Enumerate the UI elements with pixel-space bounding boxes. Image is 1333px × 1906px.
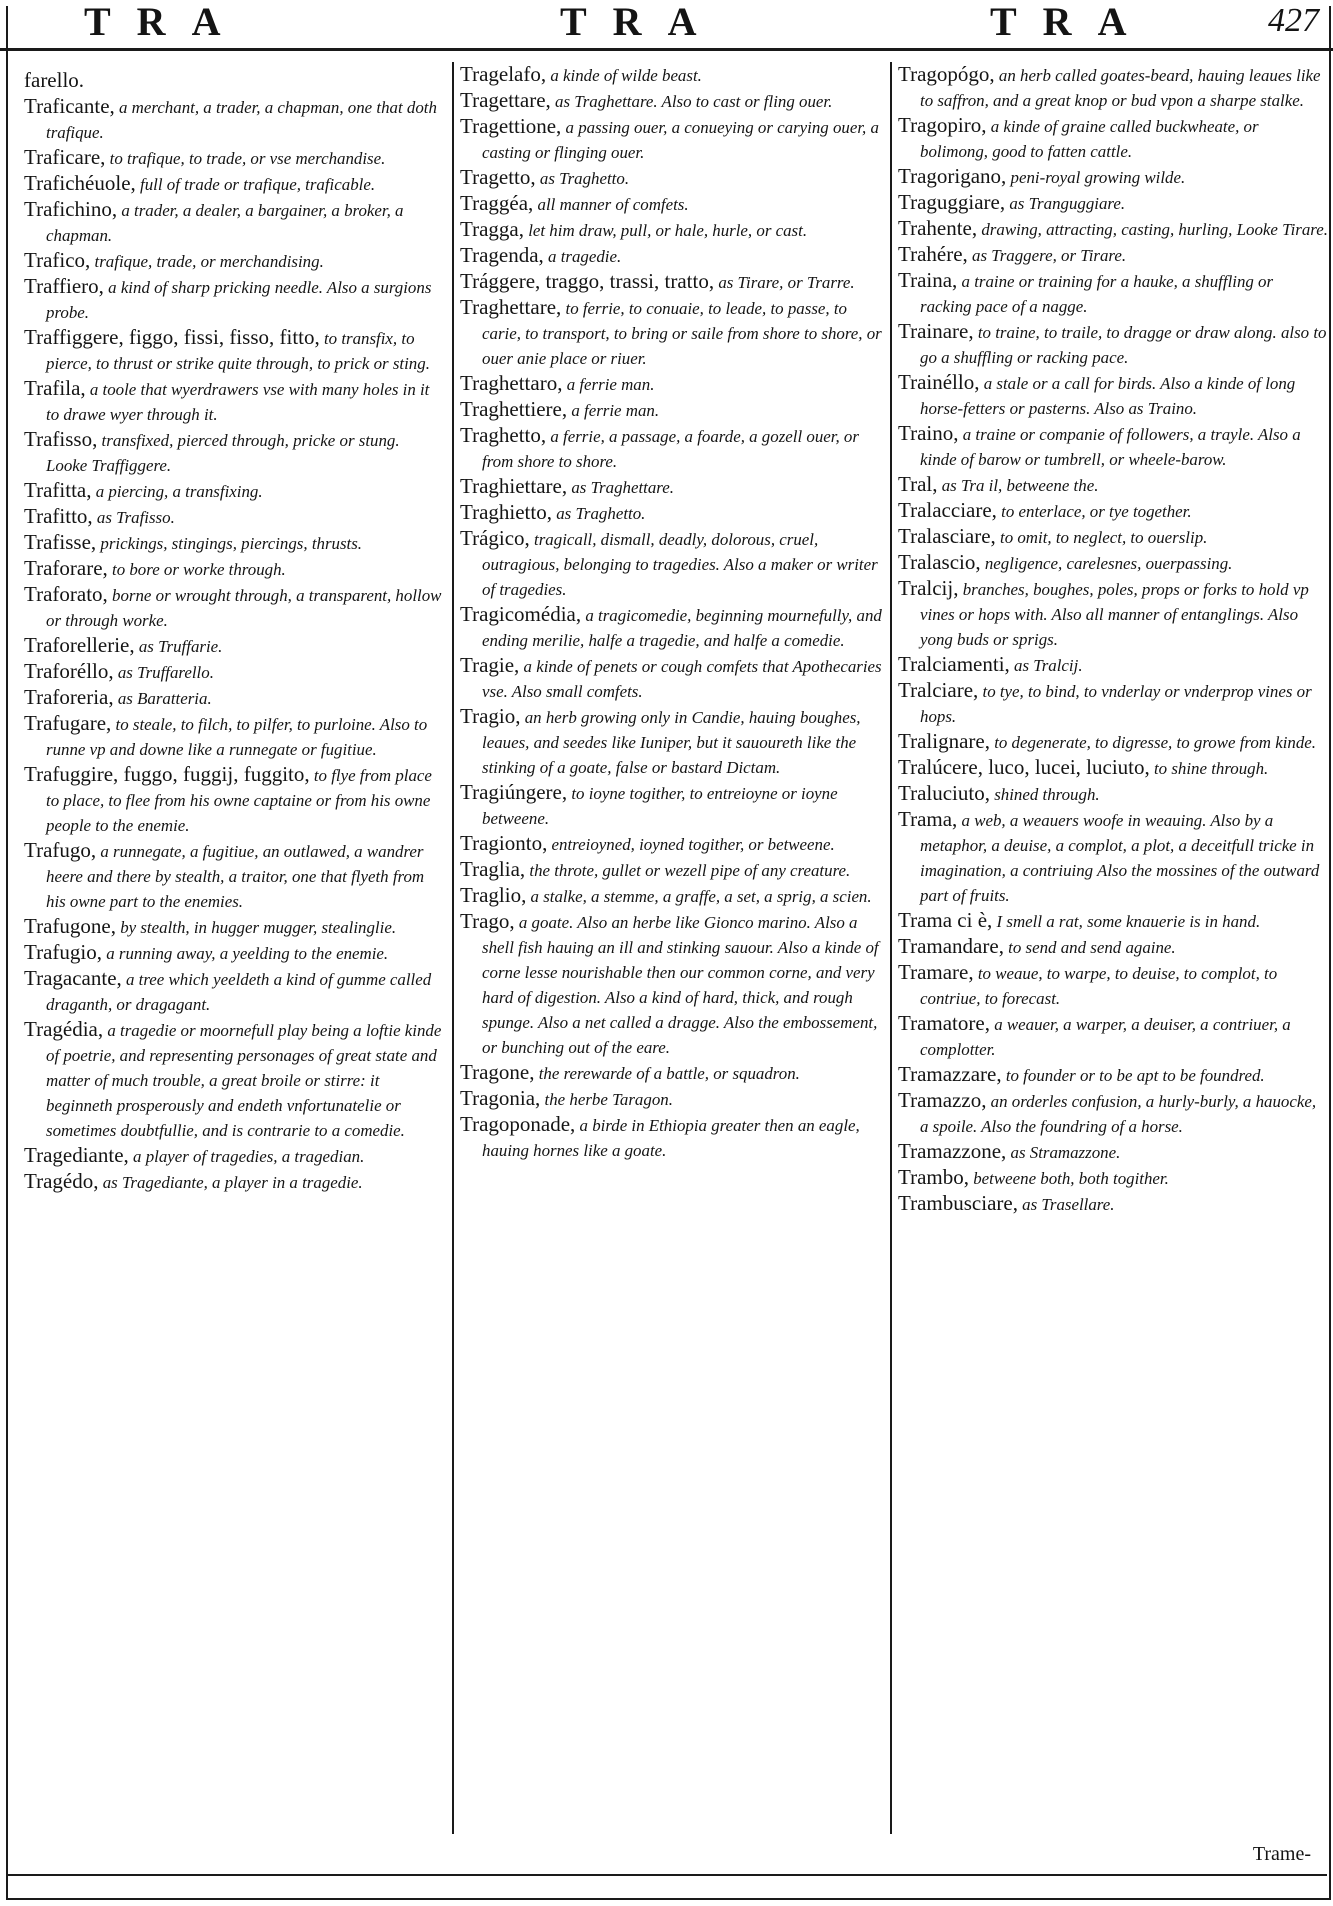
entry-definition: to trafique, to trade, or vse merchandise. bbox=[105, 149, 386, 168]
entry-definition: let him draw, pull, or hale, hurle, or cast. bbox=[523, 221, 808, 240]
dictionary-entry bbox=[898, 190, 1328, 216]
entry-definition: as Traghettare. Also to cast or fling ouer. bbox=[550, 92, 833, 111]
running-head-center: TRA bbox=[560, 0, 723, 44]
dictionary-entry bbox=[460, 602, 888, 653]
entry-headword: Traghietto, bbox=[460, 500, 552, 524]
entry-headword: Traluciuto, bbox=[898, 781, 990, 805]
entry-headword: Trahente, bbox=[898, 216, 978, 240]
entry-headword: Tragoponade, bbox=[460, 1112, 576, 1136]
entry-headword: Tramare, bbox=[898, 960, 974, 984]
entry-headword: Traino, bbox=[898, 421, 959, 445]
dictionary-entry bbox=[460, 1086, 888, 1112]
entry-headword: Tralacciare, bbox=[898, 498, 997, 522]
entry-definition: to tye, to bind, to vnderlay or vnderprop vines or hops. bbox=[920, 682, 1312, 726]
entry-headword: Trama ci è, bbox=[898, 908, 993, 932]
dictionary-entry bbox=[24, 248, 444, 274]
entry-headword: Traficare, bbox=[24, 145, 106, 169]
entry-headword: Tramatore, bbox=[898, 1011, 990, 1035]
entry-definition: a trader, a dealer, a bargainer, a broker, a chapman. bbox=[46, 201, 404, 245]
dictionary-entry bbox=[24, 914, 444, 940]
dictionary-entry bbox=[24, 68, 444, 94]
entry-headword: Tralciare, bbox=[898, 678, 979, 702]
entry-headword: Trafuggire, fuggo, fuggij, fuggito, bbox=[24, 762, 310, 786]
entry-headword: Tralignare, bbox=[898, 729, 990, 753]
dictionary-entry bbox=[460, 62, 888, 88]
entry-headword: Tragédia, bbox=[24, 1017, 104, 1041]
entry-headword: Traffiero, bbox=[24, 274, 104, 298]
entry-headword: Tragopiro, bbox=[898, 113, 987, 137]
entry-headword: Trággere, traggo, trassi, tratto, bbox=[460, 269, 715, 293]
entry-definition: to send and send againe. bbox=[1003, 938, 1176, 957]
entry-definition: a tragedie or moornefull play being a loftie kinde of poetrie, and representing personages of great state and matter of much trouble, a great broile or stirre: it beginneth prosperously and endeth vnfortunatelie or sometimes doubtfullie, and is contrarie to a comedie. bbox=[46, 1021, 442, 1140]
entry-definition: a traine or training for a hauke, a shuffling or racking pace of a nagge. bbox=[920, 272, 1274, 316]
entry-headword: Tragelafo, bbox=[460, 62, 547, 86]
dictionary-entry bbox=[898, 807, 1328, 908]
entry-definition: all manner of comfets. bbox=[533, 195, 689, 214]
dictionary-entry bbox=[898, 62, 1328, 113]
entry-headword: Traforellerie, bbox=[24, 633, 135, 657]
entry-headword: Tramandare, bbox=[898, 934, 1004, 958]
dictionary-entry bbox=[460, 526, 888, 602]
dictionary-entry bbox=[460, 269, 888, 295]
entry-definition: a player of tragedies, a tragedian. bbox=[128, 1147, 365, 1166]
dictionary-entry bbox=[460, 243, 888, 269]
dictionary-entry bbox=[24, 145, 444, 171]
dictionary-entry bbox=[24, 376, 444, 427]
entry-definition: by stealth, in hugger mugger, stealinglie. bbox=[115, 918, 397, 937]
entry-headword: Tragie, bbox=[460, 653, 520, 677]
entry-headword: Tralcij, bbox=[898, 576, 959, 600]
dictionary-entry bbox=[898, 755, 1328, 781]
entry-definition: a running away, a yeelding to the enemie. bbox=[101, 944, 389, 963]
dictionary-entry bbox=[898, 960, 1328, 1011]
dictionary-entry bbox=[898, 524, 1328, 550]
entry-definition: a traine or companie of followers, a trayle. Also a kinde of barow or tumbrell, or wheele-barow. bbox=[920, 425, 1301, 469]
entry-headword: Tramazzare, bbox=[898, 1062, 1002, 1086]
entry-definition: the rerewarde of a battle, or squadron. bbox=[534, 1064, 800, 1083]
entry-definition: a kinde of graine called buckwheate, or bolimong, good to fatten cattle. bbox=[920, 117, 1259, 161]
dictionary-entry bbox=[898, 550, 1328, 576]
entry-headword: Tramazzone, bbox=[898, 1139, 1007, 1163]
dictionary-entry bbox=[898, 421, 1328, 472]
column-right bbox=[890, 62, 1328, 1834]
dictionary-entry bbox=[898, 242, 1328, 268]
dictionary-entry bbox=[898, 729, 1328, 755]
entry-headword: Tragga, bbox=[460, 217, 524, 241]
dictionary-entry bbox=[898, 1088, 1328, 1139]
dictionary-entry bbox=[24, 1017, 444, 1143]
entry-headword: Traghettiere, bbox=[460, 397, 568, 421]
entry-definition: to omit, to neglect, to ouerslip. bbox=[995, 528, 1208, 547]
entry-headword: Traghetto, bbox=[460, 423, 547, 447]
entry-definition: shined through. bbox=[989, 785, 1100, 804]
entry-headword: Tragettare, bbox=[460, 88, 551, 112]
dictionary-entry bbox=[460, 191, 888, 217]
entry-headword: Tragionto, bbox=[460, 831, 548, 855]
catchword: Trame- bbox=[1252, 1843, 1311, 1865]
dictionary-entry bbox=[898, 781, 1328, 807]
entry-headword: Trambusciare, bbox=[898, 1191, 1018, 1215]
entry-definition: as Trafisso. bbox=[92, 508, 175, 527]
entry-headword: Traffiggere, figgo, fissi, fisso, fitto, bbox=[24, 325, 320, 349]
entry-headword: Trafitta, bbox=[24, 478, 92, 502]
dictionary-entry bbox=[898, 934, 1328, 960]
entry-headword: Tragio, bbox=[460, 704, 521, 728]
entry-definition: as Truffarie. bbox=[134, 637, 223, 656]
bottom-rule bbox=[6, 1874, 1327, 1876]
dictionary-entry bbox=[460, 500, 888, 526]
entry-definition: full of trade or trafique, traficable. bbox=[135, 175, 376, 194]
entry-definition: an orderles confusion, a hurly-burly, a hauocke, a spoile. Also the foundring of a horse. bbox=[920, 1092, 1317, 1136]
entry-headword: Tragettione, bbox=[460, 114, 562, 138]
dictionary-entry bbox=[24, 582, 444, 633]
entry-definition: a passing ouer, a conueying or carying ouer, a casting or flinging ouer. bbox=[482, 118, 879, 162]
dictionary-entry bbox=[898, 1165, 1328, 1191]
entry-headword: Trahére, bbox=[898, 242, 968, 266]
entry-definition: to ioyne togither, to entreioyne or ioyne betweene. bbox=[482, 784, 838, 828]
dictionary-entry bbox=[24, 633, 444, 659]
entry-definition: a stalke, a stemme, a graffe, a set, a sprig, a scien. bbox=[526, 887, 872, 906]
dictionary-entry bbox=[24, 171, 444, 197]
entry-headword: Trágico, bbox=[460, 526, 530, 550]
entry-definition: prickings, stingings, piercings, thrusts. bbox=[96, 534, 363, 553]
entry-definition: to bore or worke through. bbox=[107, 560, 286, 579]
entry-headword: Trafila, bbox=[24, 376, 86, 400]
entry-definition: as Traghetto. bbox=[535, 169, 630, 188]
entry-headword: farello. bbox=[24, 68, 85, 92]
entry-definition: borne or wrought through, a transparent, hollow or through worke. bbox=[46, 586, 442, 630]
column-middle bbox=[452, 62, 888, 1834]
entry-headword: Tragacante, bbox=[24, 966, 122, 990]
entry-definition: as Traggere, or Tirare. bbox=[967, 246, 1127, 265]
dictionary-entry bbox=[24, 427, 444, 478]
dictionary-entry bbox=[898, 319, 1328, 370]
entry-definition: transfixed, pierced through, pricke or stung. Looke Traffiggere. bbox=[46, 431, 400, 475]
entry-definition: as Trasellare. bbox=[1017, 1195, 1115, 1214]
dictionary-entry bbox=[24, 685, 444, 711]
entry-definition: a kinde of wilde beast. bbox=[546, 66, 702, 85]
dictionary-entry bbox=[460, 883, 888, 909]
entry-headword: Trafugone, bbox=[24, 914, 116, 938]
entry-definition: the throte, gullet or wezell pipe of any creature. bbox=[525, 861, 851, 880]
entry-headword: Tragédo, bbox=[24, 1169, 99, 1193]
entry-headword: Tralasciare, bbox=[898, 524, 996, 548]
entry-definition: as Stramazzone. bbox=[1006, 1143, 1121, 1162]
entry-headword: Trafugare, bbox=[24, 711, 112, 735]
entry-definition: as Tralcij. bbox=[1009, 656, 1083, 675]
dictionary-entry bbox=[24, 940, 444, 966]
dictionary-entry bbox=[460, 831, 888, 857]
entry-definition: to flye from place to place, to flee from his owne captaine or from his owne people to the enemie. bbox=[46, 766, 432, 835]
dictionary-entry bbox=[460, 88, 888, 114]
dictionary-entry bbox=[898, 1011, 1328, 1062]
dictionary-entry bbox=[24, 530, 444, 556]
entry-headword: Traina, bbox=[898, 268, 958, 292]
entry-headword: Traghettaro, bbox=[460, 371, 563, 395]
dictionary-entry bbox=[24, 1169, 444, 1195]
entry-headword: Trama, bbox=[898, 807, 958, 831]
dictionary-entry bbox=[460, 780, 888, 831]
dictionary-entry bbox=[460, 397, 888, 423]
dictionary-entry bbox=[898, 652, 1328, 678]
page-number: 427 bbox=[1268, 2, 1319, 39]
entry-definition: as Traghetto. bbox=[551, 504, 646, 523]
dictionary-entry bbox=[24, 556, 444, 582]
entry-definition: an herb growing only in Candie, hauing boughes, leaues, and seedes like Iuniper, but it sauoureth like the stinking of a goate, false or bastard Dictam. bbox=[482, 708, 861, 777]
entry-definition: a kind of sharp pricking needle. Also a surgions probe. bbox=[46, 278, 432, 322]
entry-headword: Tral, bbox=[898, 472, 938, 496]
dictionary-entry bbox=[898, 113, 1328, 164]
entry-definition: a weauer, a warper, a deuiser, a contriuer, a complotter. bbox=[920, 1015, 1291, 1059]
entry-definition: a ferrie man. bbox=[562, 375, 655, 394]
dictionary-entry bbox=[460, 165, 888, 191]
entry-definition: the herbe Taragon. bbox=[540, 1090, 673, 1109]
entry-definition: as Tragediante, a player in a tragedie. bbox=[98, 1173, 363, 1192]
entry-headword: Traghettare, bbox=[460, 295, 562, 319]
entry-definition: a merchant, a trader, a chapman, one that doth trafique. bbox=[46, 98, 437, 142]
entry-headword: Tralciamenti, bbox=[898, 652, 1010, 676]
entry-definition: entreioyned, ioyned togither, or betweene. bbox=[547, 835, 835, 854]
entry-headword: Tragone, bbox=[460, 1060, 535, 1084]
entry-headword: Trafisse, bbox=[24, 530, 97, 554]
entry-definition: to shine through. bbox=[1149, 759, 1269, 778]
entry-headword: Traforéllo, bbox=[24, 659, 114, 683]
dictionary-entry bbox=[460, 704, 888, 780]
entry-definition: as Truffarello. bbox=[113, 663, 214, 682]
entry-headword: Trafugio, bbox=[24, 940, 102, 964]
dictionary-entry bbox=[24, 325, 444, 376]
dictionary-entry bbox=[24, 197, 444, 248]
dictionary-entry bbox=[24, 274, 444, 325]
entry-definition: tragicall, dismall, deadly, dolorous, cruel, outragious, belonging to tragedies. Also a maker or writer of tragedies. bbox=[482, 530, 878, 599]
dictionary-entry bbox=[24, 659, 444, 685]
running-head-right: TRA bbox=[990, 0, 1153, 44]
entry-headword: Tragopógo, bbox=[898, 62, 995, 86]
entry-definition: peni-royal growing wilde. bbox=[1006, 168, 1186, 187]
dictionary-entry bbox=[898, 1139, 1328, 1165]
entry-definition: negligence, carelesnes, ouerpassing. bbox=[980, 554, 1233, 573]
entry-headword: Trafichino, bbox=[24, 197, 118, 221]
entry-headword: Trafisso, bbox=[24, 427, 98, 451]
dictionary-entry bbox=[460, 857, 888, 883]
entry-definition: a runnegate, a fugitiue, an outlawed, a wandrer heere and there by stealth, a traitor, one that flyeth from his owne part to the enemies. bbox=[46, 842, 425, 911]
entry-headword: Tragicomédia, bbox=[460, 602, 582, 626]
dictionary-entry bbox=[898, 268, 1328, 319]
entry-definition: trafique, trade, or merchandising. bbox=[90, 252, 324, 271]
dictionary-entry bbox=[898, 370, 1328, 421]
entry-definition: betweene both, both togither. bbox=[969, 1169, 1169, 1188]
dictionary-entry bbox=[24, 1143, 444, 1169]
entry-definition: a goate. Also an herbe like Gionco marino. Also a shell fish hauing an ill and stinking sauour. Also a kinde of corne lesse nourishable then our common corne, and very hard of digestion. Also a kind of hard, thick, and rough spunge. Also a net called a dragge. Also the embossement, or bunching out of the eare. bbox=[482, 913, 879, 1057]
entry-headword: Trafugo, bbox=[24, 838, 97, 862]
entry-definition: to steale, to filch, to pilfer, to purloine. Also to runne vp and downe like a runnegate or fugitiue. bbox=[46, 715, 428, 759]
entry-definition: a toole that wyerdrawers vse with many holes in it to drawe wyer through it. bbox=[46, 380, 430, 424]
dictionary-entry bbox=[898, 908, 1328, 934]
dictionary-entry bbox=[460, 1060, 888, 1086]
dictionary-entry bbox=[898, 164, 1328, 190]
entry-headword: Traggéa, bbox=[460, 191, 534, 215]
entry-definition: a tragedie. bbox=[543, 247, 622, 266]
dictionary-entry bbox=[24, 838, 444, 914]
dictionary-entry bbox=[898, 498, 1328, 524]
dictionary-entry bbox=[460, 371, 888, 397]
entry-definition: I smell a rat, some knauerie is in hand. bbox=[992, 912, 1261, 931]
entry-headword: Traforato, bbox=[24, 582, 108, 606]
dictionary-entry bbox=[460, 423, 888, 474]
entry-definition: to transfix, to pierce, to thrust or strike quite through, to prick or sting. bbox=[46, 329, 430, 373]
entry-definition: an herb called goates-beard, hauing leaues like to saffron, and a great knop or bud vpon a sharpe stalke. bbox=[920, 66, 1321, 110]
running-head-left: TRA bbox=[84, 0, 247, 44]
entry-headword: Trambo, bbox=[898, 1165, 969, 1189]
entry-headword: Trafichéuole, bbox=[24, 171, 136, 195]
entry-definition: as Traghettare. bbox=[567, 478, 674, 497]
entry-definition: a web, a weauers woofe in weauing. Also by a metaphor, a deuise, a complot, a plot, a deceitfull tricke in imagination, a contriuing Also the mossines of the outward part of fruits. bbox=[920, 811, 1320, 905]
dictionary-entry bbox=[460, 653, 888, 704]
entry-headword: Tralúcere, luco, lucei, luciuto, bbox=[898, 755, 1150, 779]
entry-definition: to weaue, to warpe, to deuise, to complot, to contriue, to forecast. bbox=[920, 964, 1278, 1008]
dictionary-entry bbox=[460, 217, 888, 243]
entry-definition: a ferrie man. bbox=[567, 401, 660, 420]
dictionary-entry bbox=[24, 711, 444, 762]
entry-definition: drawing, attracting, casting, hurling, Looke Tirare. bbox=[977, 220, 1328, 239]
entry-definition: to ferrie, to conuaie, to leade, to passe, to carie, to transport, to bring or saile from shore to shore, or ouer anie place or riuer. bbox=[482, 299, 882, 368]
entry-headword: Trainare, bbox=[898, 319, 974, 343]
entry-definition: a tragicomedie, beginning mournefully, and ending merilie, halfe a tragedie, and halfe a comedie. bbox=[482, 606, 882, 650]
dictionary-entry bbox=[24, 94, 444, 145]
dictionary-entry bbox=[898, 1062, 1328, 1088]
entry-definition: to founder or to be apt to be foundred. bbox=[1001, 1066, 1265, 1085]
running-header bbox=[0, 0, 1333, 51]
entry-headword: Tragonia, bbox=[460, 1086, 541, 1110]
dictionary-entry bbox=[24, 478, 444, 504]
entry-headword: Traguggiare, bbox=[898, 190, 1006, 214]
entry-headword: Traforeria, bbox=[24, 685, 114, 709]
dictionary-entry bbox=[460, 114, 888, 165]
dictionary-entry bbox=[460, 295, 888, 371]
entry-definition: to degenerate, to digresse, to growe from kinde. bbox=[989, 733, 1316, 752]
entry-headword: Traglia, bbox=[460, 857, 526, 881]
dictionary-entry bbox=[460, 1112, 888, 1163]
dictionary-entry bbox=[898, 472, 1328, 498]
dictionary-entry bbox=[898, 678, 1328, 729]
entry-headword: Traficante, bbox=[24, 94, 115, 118]
entry-headword: Traglio, bbox=[460, 883, 527, 907]
entry-headword: Trainéllo, bbox=[898, 370, 980, 394]
dictionary-entry bbox=[24, 762, 444, 838]
entry-headword: Tragorigano, bbox=[898, 164, 1007, 188]
entry-headword: Traghiettare, bbox=[460, 474, 568, 498]
dictionary-entry bbox=[898, 576, 1328, 652]
dictionary-entry bbox=[460, 474, 888, 500]
entry-definition: a tree which yeeldeth a kind of gumme called draganth, or dragagant. bbox=[46, 970, 432, 1014]
column-left bbox=[24, 68, 444, 1868]
entry-definition: as Baratteria. bbox=[113, 689, 212, 708]
entry-definition: branches, boughes, poles, props or forks to hold vp vines or hops with. Also all manner of entanglings. Also yong buds or sprigs. bbox=[920, 580, 1309, 649]
entry-definition: as Tirare, or Trarre. bbox=[714, 273, 855, 292]
entry-headword: Trago, bbox=[460, 909, 515, 933]
entry-definition: to traine, to traile, to dragge or draw along. also to go a shuffling or racking pace. bbox=[920, 323, 1327, 367]
entry-headword: Tragiúngere, bbox=[460, 780, 568, 804]
dictionary-entry bbox=[24, 504, 444, 530]
entry-headword: Trafitto, bbox=[24, 504, 93, 528]
entry-headword: Tramazzo, bbox=[898, 1088, 987, 1112]
entry-headword: Trafico, bbox=[24, 248, 91, 272]
entry-definition: as Tranguggiare. bbox=[1005, 194, 1126, 213]
entry-definition: a ferrie, a passage, a foarde, a gozell ouer, or from shore to shore. bbox=[482, 427, 859, 471]
entry-definition: to enterlace, or tye together. bbox=[996, 502, 1192, 521]
entry-headword: Tralascio, bbox=[898, 550, 981, 574]
entry-headword: Tragediante, bbox=[24, 1143, 129, 1167]
entry-headword: Tragenda, bbox=[460, 243, 544, 267]
dictionary-entry bbox=[898, 216, 1328, 242]
entry-headword: Traforare, bbox=[24, 556, 108, 580]
entry-definition: a kinde of penets or cough comfets that Apothecaries vse. Also small comfets. bbox=[482, 657, 882, 701]
entry-definition: a stale or a call for birds. Also a kinde of long horse-fetters or pasterns. Also as Traino. bbox=[920, 374, 1296, 418]
entry-definition: as Tra il, betweene the. bbox=[937, 476, 1099, 495]
entry-definition: a piercing, a transfixing. bbox=[91, 482, 263, 501]
entry-headword: Tragetto, bbox=[460, 165, 536, 189]
dictionary-entry bbox=[24, 966, 444, 1017]
dictionary-entry bbox=[460, 909, 888, 1060]
entry-definition: a birde in Ethiopia greater then an eagle, hauing hornes like a goate. bbox=[482, 1116, 860, 1160]
dictionary-entry bbox=[898, 1191, 1328, 1217]
